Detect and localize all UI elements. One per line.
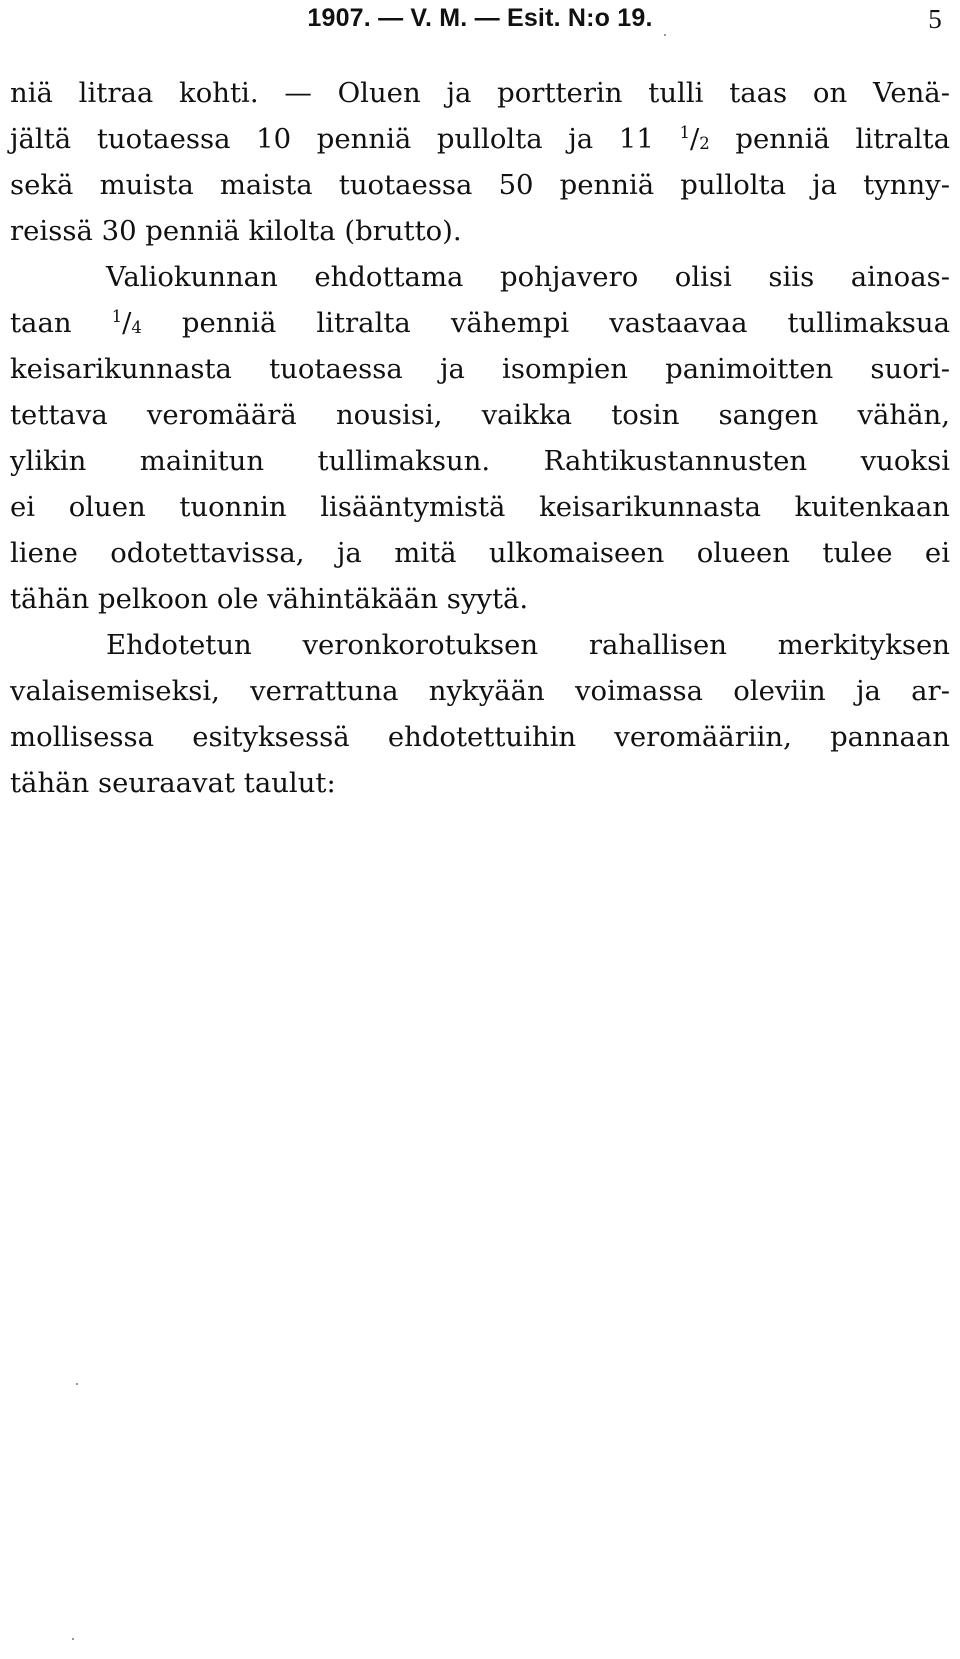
document-page (10, 0, 950, 1659)
text-run: taan (10, 307, 112, 339)
text-run: sekä muista maista tuotaessa 50 penniä pullolta ja tynny- (10, 169, 950, 201)
text-run: Valiokunnan ehdottama pohjavero olisi siis ainoas- (106, 261, 950, 293)
text-run: Ehdotetun veronkorotuksen rahallisen merkityksen (106, 629, 950, 661)
scan-speck (664, 34, 666, 36)
text-line (10, 300, 950, 346)
text-run: tettava veromäärä nousisi, vaikka tosin sangen vähän, (10, 399, 950, 431)
text-run: ylikin mainitun tullimaksun. Rahtikustannusten vuoksi (10, 445, 950, 477)
scan-speck (72, 1638, 74, 1640)
fraction-denominator: 4 (131, 317, 142, 337)
text-run: tähän seuraavat taulut: (10, 767, 336, 799)
fraction-slash: / (690, 123, 700, 155)
scan-speck (76, 1383, 78, 1385)
text-line (10, 70, 950, 116)
text-run: keisarikunnasta tuotaessa ja isompien panimoitten suori- (10, 353, 950, 385)
body-text (10, 70, 950, 806)
text-run: niä litraa kohti. — Oluen ja portterin tulli taas on Venä- (10, 77, 950, 109)
text-line (10, 714, 950, 760)
text-run: valaisemiseksi, verrattuna nykyään voimassa oleviin ja ar- (10, 675, 950, 707)
running-head: 1907. — V. M. — Esit. N:o 19. (307, 4, 653, 32)
text-line (10, 116, 950, 162)
text-line (10, 530, 950, 576)
text-line (10, 576, 950, 622)
fraction (680, 123, 710, 155)
page-number: 5 (928, 4, 942, 34)
text-line (10, 622, 950, 668)
text-run: mollisessa esityksessä ehdotettuihin veromääriin, pannaan (10, 721, 950, 753)
text-line (10, 208, 950, 254)
fraction-numerator: 1 (111, 307, 123, 327)
paragraph (10, 254, 950, 622)
text-run: jältä tuotaessa 10 penniä pullolta ja 11 (10, 123, 680, 155)
text-line (10, 392, 950, 438)
text-run: ei oluen tuonnin lisääntymistä keisarikunnasta kuitenkaan (10, 491, 950, 523)
text-run: liene odotettavissa, ja mitä ulkomaiseen olueen tulee ei (10, 537, 950, 569)
text-run: tähän pelkoon ole vähintäkään syytä. (10, 583, 529, 615)
page-header (10, 4, 950, 44)
text-run: reissä 30 penniä kilolta (brutto). (10, 215, 462, 247)
text-line (10, 438, 950, 484)
text-run: penniä litralta vähempi vastaavaa tullimaksua (141, 307, 950, 339)
text-line (10, 254, 950, 300)
text-line (10, 162, 950, 208)
fraction (112, 307, 142, 339)
text-line (10, 760, 950, 806)
fraction-slash: / (122, 307, 132, 339)
text-run: penniä litralta (709, 123, 950, 155)
text-line (10, 484, 950, 530)
text-line (10, 668, 950, 714)
fraction-denominator: 2 (699, 133, 710, 153)
fraction-numerator: 1 (679, 123, 690, 143)
paragraph (10, 70, 950, 254)
paragraph (10, 622, 950, 806)
text-line (10, 346, 950, 392)
